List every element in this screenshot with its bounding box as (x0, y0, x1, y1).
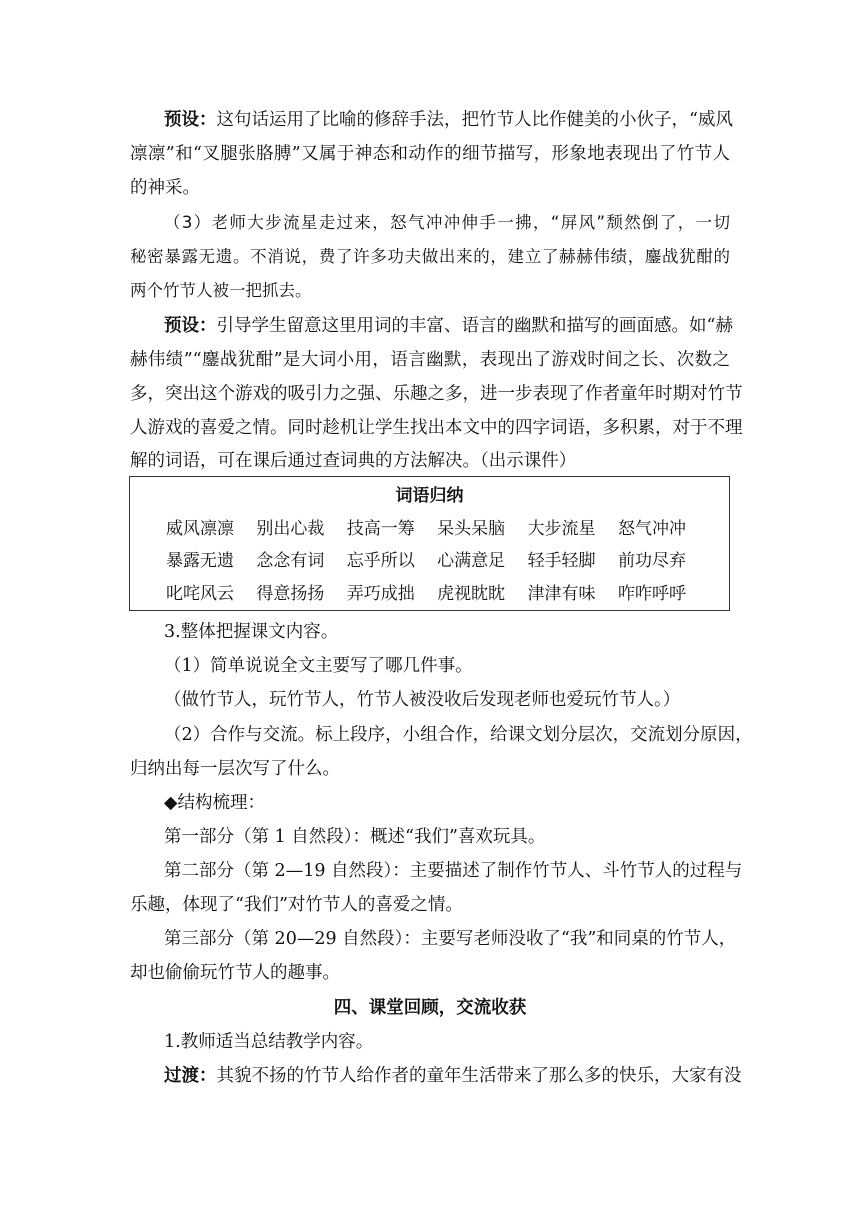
vocabulary-word: 威风凛凛 (166, 519, 234, 539)
vocabulary-word: 虎视眈眈 (437, 584, 506, 604)
vocabulary-word: 怒气冲冲 (617, 519, 686, 539)
vocabulary-word: 念念有词 (256, 551, 325, 571)
part-3-line-2: 却也偷偷玩竹节人的趣事。 (130, 963, 340, 983)
preset-paragraph-1-line-2: 凛凛”和“叉腿张胳膊”又属于神态和动作的细节描写，形象地表现出了竹节人 (130, 144, 730, 164)
quote-3-line-3: 两个竹节人被一把抓去。 (130, 281, 312, 300)
answer-1: （做竹节人，玩竹节人，竹节人被没收后发现老师也爱玩竹节人。） (164, 690, 681, 710)
vocabulary-word: 轻手轻脚 (527, 551, 596, 571)
part-1: 第一部分（第 1 自然段）：概述“我们”喜欢玩具。 (164, 827, 546, 847)
question-2-line-2: 归纳出每一层次写了什么。 (130, 759, 340, 779)
preset-paragraph-1-line-3: 的神采。 (130, 178, 200, 198)
vocabulary-word: 得意扬扬 (256, 584, 325, 604)
preset-paragraph-2-line-1: 预设：引导学生留意这里用词的丰富、语言的幽默和描写的画面感。如“赫 (164, 316, 733, 336)
preset-paragraph-1-line-1: 预设：这句话运用了比喻的修辞手法，把竹节人比作健美的小伙子，“威风 (164, 110, 733, 130)
part-2-line-1: 第二部分（第 2—19 自然段）：主要描述了制作竹节人、斗竹节人的过程与 (164, 861, 743, 881)
quote-3-line-1: （3）老师大步流星走过来，怒气冲冲伸手一拂，“屏风”颓然倒了，一切 (164, 213, 730, 232)
question-2-line-1: （2）合作与交流。标上段序，小组合作，给课文划分层次，交流划分原因， (164, 725, 753, 745)
vocabulary-word: 心满意足 (437, 551, 506, 571)
section-3-heading: 3.整体把握课文内容。 (164, 622, 339, 642)
preset-label: 预设： (164, 316, 217, 336)
section-4-item-1: 1.教师适当总结教学内容。 (164, 1032, 374, 1052)
vocabulary-word: 呆头呆脑 (437, 519, 506, 539)
preset-paragraph-2-line-4: 人游戏的喜爱之情。同时趁机让学生找出本文中的四字词语，多积累，对于不理 (130, 418, 743, 438)
quote-3-line-2: 秘密暴露无遗。不消说，费了许多功夫做出来的，建立了赫赫伟绩，鏖战犹酣的 (130, 247, 730, 266)
question-1: （1）简单说说全文主要写了哪几件事。 (164, 656, 473, 676)
vocabulary-word: 叱咤风云 (166, 584, 234, 604)
vocabulary-row-1 (166, 518, 686, 540)
part-3-line-1: 第三部分（第 20—29 自然段）：主要写老师没收了“我”和同桌的竹节人， (164, 929, 737, 949)
part-2-line-2: 乐趣，体现了“我们”对竹节人的喜爱之情。 (130, 895, 463, 915)
transition-line: 过渡：其貌不扬的竹节人给作者的童年生活带来了那么多的快乐，大家有没 (164, 1066, 742, 1086)
vocabulary-word: 咋咋呼呼 (617, 584, 686, 604)
vocabulary-word: 技高一筹 (346, 519, 415, 539)
vocabulary-word: 暴露无遗 (166, 551, 234, 571)
vocabulary-word: 津津有味 (527, 584, 596, 604)
vocabulary-row-3 (166, 583, 686, 605)
section-4-heading: 四、课堂回顾，交流收获 (333, 998, 527, 1018)
vocabulary-word: 大步流星 (527, 519, 596, 539)
transition-label: 过渡： (164, 1066, 217, 1086)
preset-paragraph-2-line-2: 赫伟绩”“鏖战犹酣”是大词小用，语言幽默，表现出了游戏时间之长、次数之 (130, 350, 730, 370)
vocabulary-word: 弄巧成拙 (346, 584, 415, 604)
vocabulary-word: 别出心裁 (256, 519, 325, 539)
vocabulary-title: 词语归纳 (395, 486, 464, 506)
preset-paragraph-2-line-5: 解的词语，可在课后通过查词典的方法解决。（出示课件） (130, 451, 577, 471)
preset-label: 预设： (164, 110, 217, 130)
vocabulary-row-2 (166, 550, 686, 572)
vocabulary-word: 忘乎所以 (346, 551, 415, 571)
structure-heading: ◆结构梳理： (164, 793, 265, 813)
preset-paragraph-2-line-3: 多，突出这个游戏的吸引力之强、乐趣之多，进一步表现了作者童年时期对竹节 (130, 384, 743, 404)
vocabulary-word: 前功尽弃 (617, 551, 686, 571)
vocabulary-box (129, 476, 730, 611)
